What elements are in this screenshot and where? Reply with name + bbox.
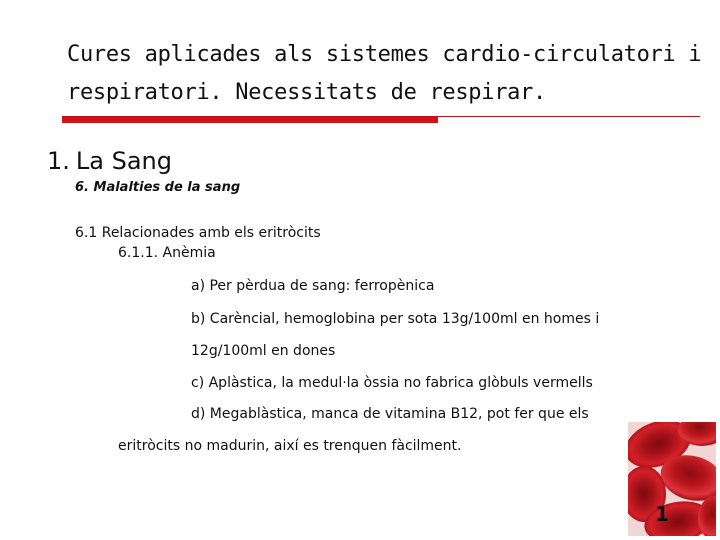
list-item-d-continued: eritròcits no madurin, així es trenquen fàcilment. [118,438,462,454]
section-heading [47,146,172,176]
subsection-label: 6.1.1. Anèmia [118,245,216,261]
title-line-2: respiratori. Necessitats de respirar. [67,80,546,105]
list-item-b-continued: 12g/100ml en dones [191,343,336,359]
slide-title [67,36,707,112]
heading-number: 1. [47,147,70,175]
subheading: 6. Malalties de la sang [75,180,241,195]
list-item-a: a) Per pèrdua de sang: ferropènica [191,278,435,294]
list-item-b: b) Carèncial, hemoglobina per sota 13g/100ml en homes i [191,311,600,327]
list-item-c: c) Aplàstica, la medul·la òssia no fabrica glòbuls vermells [191,375,593,391]
page-number: 1 [655,502,669,526]
title-divider-accent [62,117,438,123]
section-label: 6.1 Relacionades amb els eritròcits [75,225,321,241]
heading-text: La Sang [75,147,172,175]
title-line-1: Cures aplicades als sistemes cardio-circulatori i [67,42,702,67]
list-item-d: d) Megablàstica, manca de vitamina B12, pot fer que els [191,406,589,422]
